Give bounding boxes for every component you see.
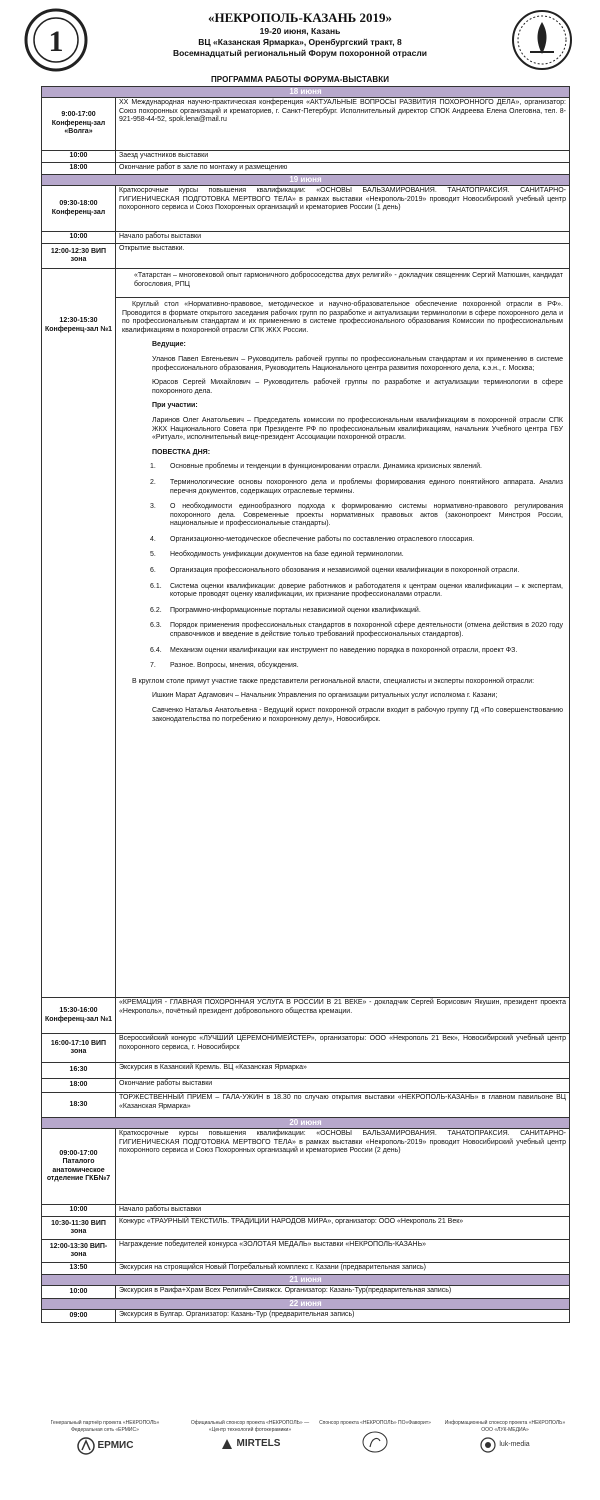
agenda-item: [122, 503, 563, 529]
agenda-text: Организационно-методическое обеспечение работы по составлению отраслевого глоссария.: [170, 535, 475, 543]
table-row: [42, 1217, 569, 1240]
guest-text: Ишкин Марат Адгамович – Начальник Управления по организации ритуальных услуг исполкома г. Казани;: [152, 692, 498, 700]
necropolis-logo: [24, 8, 88, 72]
round-table-cell: [116, 269, 569, 997]
agenda-text: Организация профессионального обозования и независимой оценки квалификации в похоронной отрасли.: [170, 567, 520, 575]
agenda-text: Основные проблемы и тенденции в функционировании отрасли. Динамика кризисных явлений.: [170, 463, 482, 471]
agenda-item: [122, 479, 563, 496]
agenda-number: 1.: [150, 463, 156, 471]
host-text: Юрасов Сергей Михайлович – Руководитель рабочей группы по разработке и актуализации терминологии в сфере похоронного дела.: [152, 379, 563, 395]
event-cell: Окончание работы выставки: [119, 1080, 213, 1087]
event-cell: Окончание работ в зале по монтажу и размещению: [119, 164, 288, 171]
forum-dates: 19-20 июня, Казань: [259, 26, 341, 36]
report-block: [116, 269, 569, 297]
participants-heading: При участии:: [152, 402, 198, 410]
agenda-number: 4.: [150, 535, 156, 543]
time-cell: 16:00-17:10 ВИП зона: [42, 1034, 116, 1062]
time-cell: 16:30: [42, 1063, 116, 1078]
table-row: [42, 1034, 569, 1063]
agenda-number: 6.3.: [150, 622, 162, 630]
also-text: В круглом столе примут участие также представители региональной власти, специалисты и эксперты похоронной отрасли:: [132, 677, 535, 685]
participant-text: Ларинов Олег Анатольевич – Председатель комиссии по профессиональным квалификациям в похоронной отрасли СПК ЖКХ Национального Совета при Президенте РФ по профессиональным квалификациям, начальник Учебного центра ГБУ «Ритуал», исполнительный вице-президент Ассоциации похоронной отрасли.: [152, 416, 563, 442]
luk-media-logo-icon: [480, 1437, 496, 1453]
event-cell: Заезд участников выставки: [119, 152, 209, 159]
table-row: [42, 1093, 569, 1118]
table-row: [42, 1240, 569, 1263]
agenda-number: 6.: [150, 567, 156, 575]
event-cell: Экскурсия на строящийся Новый Погребальный комплекс г. Казани (предварительная запись): [119, 1264, 427, 1271]
sponsors-footer: [0, 1420, 600, 1500]
day-header: 21 июня: [42, 1275, 569, 1286]
agenda-item: [122, 567, 563, 576]
event-cell: XX Международная научно-практическая конференция «АКТУАЛЬНЫЕ ВОПРОСЫ РАЗВИТИЯ ПОХОРОННОГО ДЕЛА», организатор: Союз похоронных организаций и крематориев, г. Санкт-Петербург. Исполнительный директор СПОК Андреева Елена Олеговна, тел. 8-921-958-44-52, spok.lena@mail.ru: [119, 99, 566, 124]
sponsor: [440, 1420, 570, 1453]
agenda-item: [122, 662, 563, 671]
agenda-number: 5.: [150, 551, 156, 559]
time-cell: 12:00-12:30 ВИП зона: [42, 244, 116, 268]
time-cell: 10:00: [42, 1286, 116, 1298]
time-cell: 18:00: [42, 1079, 116, 1092]
time-cell: 9:00-17:00 Конференц-зал «Волга»: [42, 98, 116, 150]
day-header: 22 июня: [42, 1299, 569, 1310]
table-row: [42, 1310, 569, 1322]
table-row: [42, 163, 569, 175]
hosts-heading: Ведущие:: [152, 341, 186, 349]
agenda-item: [122, 551, 563, 560]
table-row: [42, 1079, 569, 1093]
event-cell: Экскурсия в Булгар. Организатор: Казань-Тур (предварительная запись): [119, 1311, 355, 1318]
guest-text: Савченко Наталья Анатольевна - Ведущий юрист похоронной отрасли входит в рабочую группу ГД «По совершенствованию законодательства по погребению и похоронному делу», Новосибирск.: [152, 707, 563, 723]
event-cell: ТОРЖЕСТВЕННЫЙ ПРИЕМ – ГАЛА-УЖИН в 18.30 по случаю открытия выставки «НЕКРОПОЛЬ-КАЗАНЬ» в главном павильоне ВЦ «Казанская Ярмарка»: [119, 1094, 566, 1110]
host-text: Уланов Павел Евгеньевич – Руководитель рабочей группы по профессиональным стандартам и их применению в системе профессионального образования, Руководитель Национального центра развития похоронного дела, к.э.н., г. Москва;: [152, 355, 563, 372]
event-cell: «КРЕМАЦИЯ - ГЛАВНАЯ ПОХОРОННАЯ УСЛУГА В РОССИИ В 21 ВЕКЕ» - докладчик Сергей Борисович Якушин, президент проекта «Некрополь», почётный президент добровольного общества кремации.: [119, 999, 566, 1015]
svg-text:1: 1: [48, 25, 64, 58]
event-cell: Краткосрочные курсы повышения квалификации: «ОСНОВЫ БАЛЬЗАМИРОВАНИЯ. ТАНАТОПРАКСИЯ. САНИТАРНО-ГИГИЕНИЧЕСКАЯ ПОДГОТОВКА МЕРТВОГО ТЕЛА» в рамках выставки «Некрополь-2019» проводит Новосибирский учебный центр похоронного сервиса и Союз Похоронных организаций и крематориев России (2 день): [119, 1130, 566, 1155]
program-title: ПРОГРАММА РАБОТЫ ФОРУМА-ВЫСТАВКИ: [210, 75, 390, 84]
time-cell: 10:00: [42, 232, 116, 243]
table-row: [42, 151, 569, 163]
agenda-number: 3.: [150, 503, 156, 511]
time-cell: 09:00-17:00 Паталого анатомическое отделение ГКБ№7: [42, 1129, 116, 1204]
table-row: [42, 1205, 569, 1217]
day-header: 18 июня: [42, 87, 569, 98]
agenda-item: [122, 536, 563, 545]
schedule-table: [41, 86, 570, 1323]
event-cell: Экскурсия в Раифа+Храм Всех Религий+Свияжск. Организатор: Казань-Тур(предварительная запись): [119, 1287, 452, 1294]
page-header: [0, 0, 600, 92]
agenda-text: Терминологические основы похоронного дела и проблемы формирования единого понятийного аппарата. Анализ перечня документов, содержащих отраслевые термины.: [170, 478, 563, 495]
time-cell: 09:30-18:00 Конференц-зал: [42, 186, 116, 231]
sponsor-role: Информационный спонсор проекта «НЕКРОПОЛЬ» ООО «ЛУК-МЕДИА»: [444, 1420, 566, 1433]
time-cell: 15:30-16:00 Конференц-зал №1: [42, 998, 116, 1033]
table-row: [42, 1263, 569, 1275]
agenda-text: Программно-информационные порталы независимой оценки квалификаций.: [170, 606, 421, 614]
table-row: [42, 998, 569, 1034]
forum-title: «НЕКРОПОЛЬ-КАЗАНЬ 2019»: [207, 10, 393, 25]
sponsor-role: Генеральный партнёр проекта «НЕКРОПОЛЬ» Федеральная сеть «ЕРМИС»: [50, 1420, 160, 1433]
sponsor-logo-text: luk-media: [499, 1440, 530, 1448]
agenda-text: Разное. Вопросы, мнения, обсуждения.: [170, 662, 299, 670]
emblem-logo: [510, 8, 574, 72]
event-cell: Краткосрочные курсы повышения квалификации: «ОСНОВЫ БАЛЬЗАМИРОВАНИЯ. ТАНАТОПРАКСИЯ. САНИТАРНО-ГИГИЕНИЧЕСКАЯ ПОДГОТОВКА МЕРТВОГО ТЕЛА» в рамках выставки «Некрополь-2019» проводит Новосибирский учебный центр похоронного сервиса и Союз Похоронных организаций и крематориев России (1 день): [119, 187, 566, 212]
favorit-logo-icon: [362, 1431, 388, 1453]
report-text: «Татарстан – многовековой опыт гармоничного добрососедства двух религий» - докладчик священник Сергий Матюшин, кандидат богословия, РПЦ: [134, 272, 563, 288]
round-table-block: [116, 297, 569, 732]
event-cell: Конкурс «ТРАУРНЫЙ ТЕКСТИЛЬ. ТРАДИЦИИ НАРОДОВ МИРА», организатор: ООО «Некрополь 21 Век»: [119, 1218, 464, 1225]
table-row: [42, 269, 569, 998]
sponsor: [40, 1420, 170, 1455]
table-row: [42, 1286, 569, 1299]
table-row: [42, 186, 569, 232]
table-row: [42, 1063, 569, 1079]
time-cell: 10:00: [42, 151, 116, 162]
sponsor-logo-text: ЕРМИС: [97, 1439, 134, 1451]
table-row: [42, 244, 569, 269]
mirtels-logo-icon: [220, 1437, 234, 1451]
event-cell: Начало работы выставки: [119, 1206, 202, 1213]
agenda-item: [122, 607, 563, 616]
time-cell: 18:00: [42, 163, 116, 174]
time-cell: 12:00-13:30 ВИП-зона: [42, 1240, 116, 1262]
agenda-number: 2.: [150, 478, 156, 486]
agenda-item: [122, 463, 563, 472]
time-cell: 10:00: [42, 1205, 116, 1216]
agenda-text: Система оценки квалификации: доверие работников и работодателя к центрам оценки квалификации – к экспертам, которые проводят оценку квалификации, их признание профессионалами отрасли.: [170, 582, 563, 599]
table-row: [42, 98, 569, 151]
table-row: [42, 232, 569, 244]
ermis-logo-icon: [77, 1437, 95, 1455]
time-cell: 09:00: [42, 1310, 116, 1322]
forum-description: Восемнадцатый региональный Форум похоронной отрасли: [173, 48, 427, 58]
sponsor-role: Официальный спонсор проекта «НЕКРОПОЛЬ» — «Центр технологий фотокерамики»: [190, 1420, 310, 1433]
agenda-number: 6.2.: [150, 606, 162, 614]
agenda-text: Механизм оценки квалификации как инструмент по наведению порядка в похоронной отрасли, проект ФЗ.: [170, 646, 518, 654]
agenda-text: Порядок применения профессиональных стандартов в похоронной сфере деятельности (отмена действия в 2020 году справочников и введение в действие только требований профессиональных стандартов).: [170, 622, 563, 639]
agenda-text: О необходимости единообразного подхода к формированию системы нормативно-правового регулирования похоронного дела. Современные проекты нормативных правовых актов (законопроект Минстроя России, национальные и профессиональные стандарты).: [170, 503, 563, 528]
table-row: [42, 1129, 569, 1205]
agenda-item: [122, 583, 563, 600]
agenda-item: [122, 622, 563, 639]
day-header: 19 июня: [42, 175, 569, 186]
time-cell: 12:30-15:30 Конференц-зал №1: [42, 269, 116, 997]
event-cell: Всероссийский конкурс «ЛУЧШИЙ ЦЕРЕМОНИМЕЙСТЕР», организаторы: ООО «Некрополь 21 Век», Новосибирский учебный центр похоронного сервиса, г. Новосибирск: [119, 1035, 566, 1051]
time-cell: 18:30: [42, 1093, 116, 1117]
sponsor: [310, 1420, 440, 1453]
agenda-heading: ПОВЕСТКА ДНЯ:: [152, 448, 211, 456]
sponsor-role: Спонсор проекта «НЕКРОПОЛЬ» ПО«Фаворит»: [319, 1420, 431, 1426]
event-cell: Экскурсия в Казанский Кремль. ВЦ «Казанская Ярмарка»: [119, 1064, 307, 1071]
agenda-text: Необходимость унификации документов на базе единой терминологии.: [170, 551, 404, 559]
time-cell: 10:30-11:30 ВИП зона: [42, 1217, 116, 1239]
sponsor: [185, 1420, 315, 1451]
time-cell: 13:50: [42, 1263, 116, 1274]
event-cell: Открытие выставки.: [119, 245, 185, 252]
round-table-text: Круглый стол «Нормативно-правовое, методическое и научно-образовательное обеспечение похоронной отрасли в РФ». Проводится в формате открытого заседания рабочих групп по разработке и актуализации терминологии в сфере похоронного дела и по профессиональным стандартам и их применению в системе профессионального образования Комиссии по профессиональным квалификациям в похоронной отрасли СПК ЖКХ России.: [122, 301, 563, 334]
agenda-number: 6.4.: [150, 646, 162, 654]
forum-venue: ВЦ «Казанская Ярмарка», Оренбургский тракт, 8: [198, 37, 402, 47]
sponsor-logo-text: MIRTELS: [236, 1437, 281, 1449]
agenda-number: 6.1.: [150, 582, 162, 590]
day-header: 20 июня: [42, 1118, 569, 1129]
agenda-item: [122, 647, 563, 656]
agenda-number: 7.: [150, 662, 156, 670]
event-cell: Начало работы выставки: [119, 233, 202, 240]
event-cell: Награждение победителей конкурса «ЗОЛОТАЯ МЕДАЛЬ» выставки «НЕКРОПОЛЬ-КАЗАНЬ»: [119, 1241, 427, 1248]
